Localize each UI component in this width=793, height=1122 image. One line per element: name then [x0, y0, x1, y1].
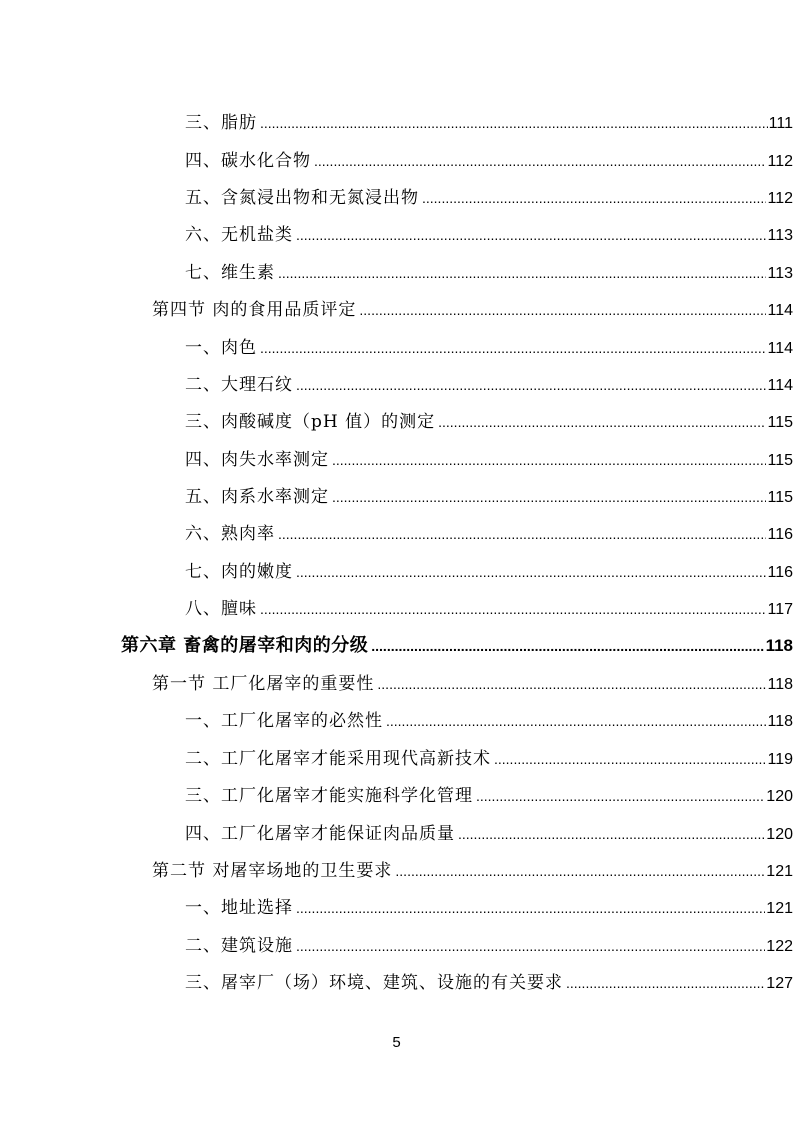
toc-entry-page: 122 — [766, 937, 793, 955]
toc-entry-label: 八、膻味 — [185, 599, 257, 620]
toc-entry-page: 116 — [767, 563, 793, 581]
toc-section-entry[interactable] — [0, 850, 793, 887]
toc-entry-inner — [185, 931, 793, 956]
toc-leader-dots — [332, 452, 766, 468]
toc-entry-page: 119 — [767, 750, 793, 768]
toc-entry-label: 二、工厂化屠宰才能采用现代高新技术 — [185, 748, 491, 769]
toc-leader-dots — [314, 153, 766, 169]
toc-entry-page: 121 — [766, 900, 793, 918]
toc-entry-inner — [185, 557, 793, 582]
toc-entry-page: 111 — [768, 115, 793, 133]
toc-item-entry[interactable] — [0, 364, 793, 401]
toc-entry-label: 一、工厂化屠宰的必然性 — [185, 711, 383, 732]
toc-item-entry[interactable] — [0, 775, 793, 812]
toc-leader-dots — [260, 115, 768, 131]
toc-entry-page: 113 — [767, 227, 793, 245]
toc-entry-page: 114 — [767, 376, 793, 394]
toc-entry-label: 三、屠宰厂（场）环境、建筑、设施的有关要求 — [185, 973, 563, 994]
toc-entry-label: 三、脂肪 — [185, 113, 257, 134]
toc-entry-inner — [185, 706, 793, 731]
toc-entry-label: 四、肉失水率测定 — [185, 449, 329, 470]
toc-entry-inner — [185, 108, 793, 133]
toc-entry-label: 二、大理石纹 — [185, 374, 293, 395]
toc-entry-page: 115 — [767, 489, 793, 507]
toc-entry-page: 114 — [767, 302, 793, 320]
toc-entry-inner — [152, 856, 793, 881]
toc-entry-label: 六、熟肉率 — [185, 524, 275, 545]
toc-leader-dots — [438, 414, 766, 430]
toc-entry-inner — [185, 407, 793, 432]
toc-item-entry[interactable] — [0, 476, 793, 513]
toc-leader-dots — [296, 377, 766, 393]
toc-entry-page: 118 — [767, 713, 793, 731]
toc-entry-inner — [185, 519, 793, 544]
toc-entry-label: 七、肉的嫩度 — [185, 561, 293, 582]
toc-section-entry[interactable] — [0, 663, 793, 700]
toc-entry-label: 第四节 肉的食用品质评定 — [152, 300, 357, 321]
toc-entry-inner — [185, 220, 793, 245]
toc-entry-page: 117 — [767, 601, 793, 619]
toc-entry-page: 121 — [766, 863, 793, 880]
toc-item-entry[interactable] — [0, 588, 793, 625]
toc-item-entry[interactable] — [0, 962, 793, 999]
toc-leader-dots — [371, 638, 764, 654]
toc-entry-inner — [185, 744, 793, 769]
toc-item-entry[interactable] — [0, 513, 793, 550]
toc-item-entry[interactable] — [0, 812, 793, 849]
toc-entry-label: 三、工厂化屠宰才能实施科学化管理 — [185, 786, 473, 807]
toc-item-entry[interactable] — [0, 326, 793, 363]
toc-entry-inner — [185, 183, 793, 208]
toc-entry-inner — [185, 819, 793, 844]
toc-entry-inner — [185, 258, 793, 283]
toc-entry-inner — [185, 146, 793, 171]
toc-item-entry[interactable] — [0, 401, 793, 438]
toc-leader-dots — [494, 751, 766, 767]
toc-entry-page: 114 — [767, 339, 793, 357]
toc-leader-dots — [296, 227, 766, 243]
toc-item-entry[interactable] — [0, 887, 793, 924]
toc-leader-dots — [296, 938, 765, 954]
page-number: 5 — [392, 1034, 401, 1051]
toc-entry-page: 113 — [767, 264, 793, 282]
toc-item-entry[interactable] — [0, 139, 793, 176]
toc-entry-label: 第一节 工厂化屠宰的重要性 — [152, 674, 375, 695]
toc-entry-page: 118 — [765, 636, 793, 656]
toc-entry-label: 二、建筑设施 — [185, 935, 293, 956]
toc-entry-label: 第六章 畜禽的屠宰和肉的分级 — [121, 635, 369, 657]
toc-item-entry[interactable] — [0, 177, 793, 214]
toc-entry-inner — [121, 631, 793, 657]
toc-entry-label: 四、碳水化合物 — [185, 150, 311, 171]
toc-leader-dots — [395, 863, 765, 879]
toc-chapter-entry[interactable] — [0, 625, 793, 662]
toc-entry-inner — [185, 594, 793, 619]
toc-entry-label: 四、工厂化屠宰才能保证肉品质量 — [185, 823, 455, 844]
toc-item-entry[interactable] — [0, 102, 793, 139]
toc-item-entry[interactable] — [0, 252, 793, 289]
toc-entry-inner — [185, 893, 793, 918]
toc-entry-inner — [185, 781, 793, 806]
toc-entry-label: 六、无机盐类 — [185, 225, 293, 246]
toc-leader-dots — [278, 526, 766, 542]
toc-entry-inner — [185, 482, 793, 507]
toc-entry-label: 一、地址选择 — [185, 898, 293, 919]
toc-entry-label: 三、肉酸碱度（pH 值）的测定 — [185, 412, 436, 433]
toc-item-entry[interactable] — [0, 551, 793, 588]
toc-leader-dots — [296, 900, 765, 916]
toc-entry-page: 112 — [767, 189, 793, 207]
toc-entry-page: 120 — [766, 788, 793, 806]
toc-entry-inner — [185, 370, 793, 395]
toc-entry-inner — [185, 445, 793, 470]
toc-leader-dots — [359, 302, 766, 318]
toc-leader-dots — [260, 340, 766, 356]
toc-leader-dots — [422, 190, 766, 206]
toc-leader-dots — [332, 489, 766, 505]
toc-entry-page: 112 — [767, 152, 793, 170]
toc-leader-dots — [260, 601, 766, 617]
toc-leader-dots — [386, 713, 766, 729]
toc-leader-dots — [476, 788, 765, 804]
toc-entry-page: 120 — [766, 825, 793, 843]
toc-entry-inner — [152, 669, 793, 694]
toc-item-entry[interactable] — [0, 925, 793, 962]
toc-item-entry[interactable] — [0, 738, 793, 775]
toc-leader-dots — [458, 826, 765, 842]
toc-entry-label: 五、肉系水率测定 — [185, 487, 329, 508]
table-of-contents — [0, 102, 793, 999]
toc-entry-inner — [185, 968, 793, 993]
toc-entry-page: 115 — [767, 414, 793, 432]
toc-entry-label: 五、含氮浸出物和无氮浸出物 — [185, 187, 419, 208]
toc-section-entry[interactable] — [0, 289, 793, 326]
toc-leader-dots — [278, 265, 766, 281]
toc-entry-page: 115 — [767, 451, 793, 469]
toc-entry-inner — [152, 295, 793, 320]
toc-item-entry[interactable] — [0, 214, 793, 251]
toc-entry-page: 127 — [766, 975, 793, 993]
toc-entry-inner — [185, 333, 793, 358]
toc-item-entry[interactable] — [0, 439, 793, 476]
toc-leader-dots — [377, 676, 766, 692]
toc-entry-page: 118 — [767, 676, 793, 694]
toc-entry-label: 第二节 对屠宰场地的卫生要求 — [152, 861, 393, 881]
toc-entry-label: 一、肉色 — [185, 337, 257, 358]
toc-leader-dots — [296, 564, 766, 580]
toc-leader-dots — [566, 975, 765, 991]
toc-entry-label: 七、维生素 — [185, 262, 275, 283]
toc-entry-page: 116 — [767, 526, 793, 544]
toc-item-entry[interactable] — [0, 700, 793, 737]
